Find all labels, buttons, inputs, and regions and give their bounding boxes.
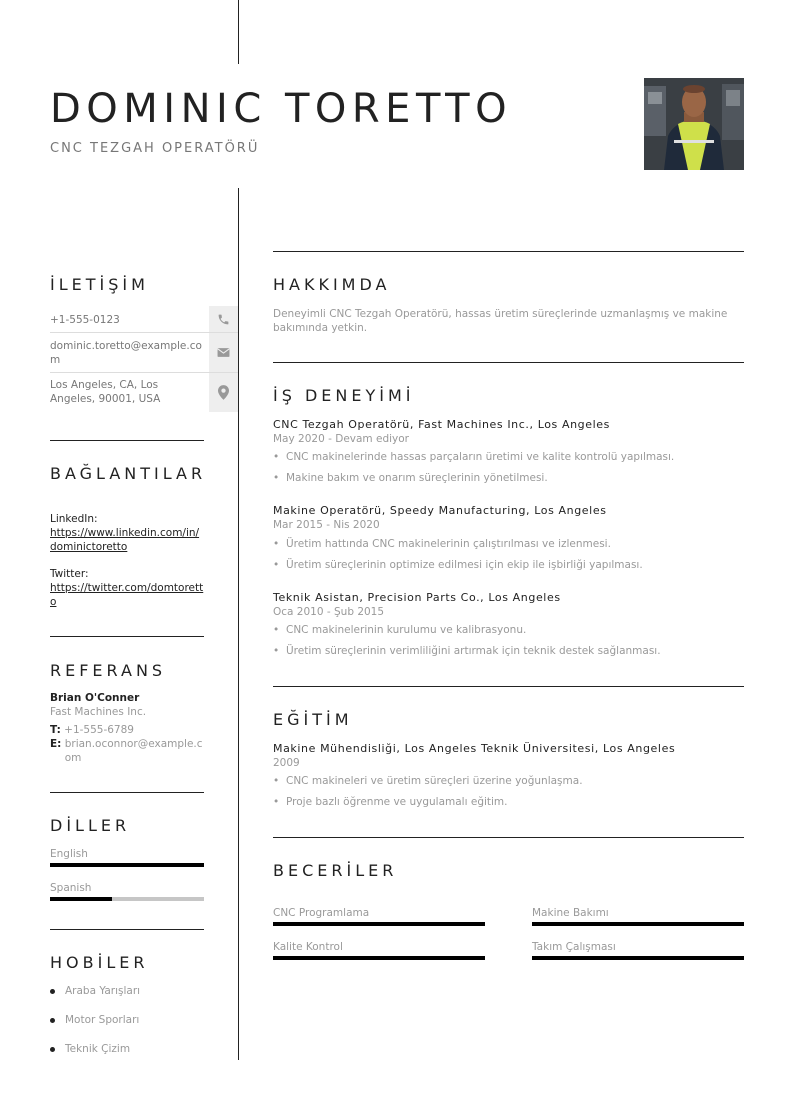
sidebar-divider	[50, 636, 204, 637]
experience-heading: İŞ DENEYİMİ	[273, 386, 415, 405]
skill-label: CNC Programlama	[273, 907, 370, 919]
about-heading: HAKKIMDA	[273, 275, 391, 294]
education-bullet-text: Proje bazlı öğrenme ve uygulamalı eğitim.	[286, 796, 508, 808]
sidebar-divider	[50, 929, 204, 930]
language-level-bar	[50, 863, 204, 867]
section-divider	[273, 837, 744, 838]
language-name: Spanish	[50, 882, 92, 894]
skill-label: Makine Bakımı	[532, 907, 609, 919]
education-bullet: • Proje bazlı öğrenme ve uygulamalı eğitim.	[273, 796, 508, 808]
skill-level-bar	[532, 956, 744, 960]
job-bullet-text: CNC makinelerinin kurulumu ve kalibrasyonu.	[286, 624, 527, 636]
twitter-link[interactable]: https://twitter.com/domtoretto	[50, 582, 204, 608]
linkedin-link[interactable]: https://www.linkedin.com/in/dominictoretto	[50, 527, 200, 553]
language-level-fill	[50, 863, 204, 867]
hobby-item	[50, 985, 140, 997]
job-entry-date: Oca 2010 - Şub 2015	[273, 606, 385, 618]
job-bullet-text: Üretim hattında CNC makinelerinin çalıştırılması ve izlenmesi.	[286, 538, 611, 550]
candidate-name: DOMINIC TORETTO	[50, 86, 513, 132]
contact-heading: İLETİŞİM	[50, 275, 149, 294]
hobbies-heading: HOBİLER	[50, 953, 149, 972]
references-heading: REFERANS	[50, 661, 167, 680]
job-entry-date: May 2020 - Devam ediyor	[273, 433, 409, 445]
job-bullet: • Üretim süreçlerinin optimize edilmesi için ekip ile işbirliği yapılması.	[273, 559, 643, 571]
profile-photo	[644, 78, 744, 170]
reference-phone-label: T:	[50, 724, 61, 736]
job-bullet-text: Üretim süreçlerinin verimliliğini artırmak için teknik destek sağlanması.	[286, 645, 661, 657]
job-entry-title: Teknik Asistan, Precision Parts Co., Los Angeles	[273, 591, 561, 604]
bullet-dot	[50, 1018, 55, 1023]
section-divider	[273, 362, 744, 363]
column-divider-line	[238, 188, 239, 1060]
contact-email: dominic.toretto@example.com	[50, 340, 202, 366]
contact-address: Los Angeles, CA, Los Angeles, 90001, USA	[50, 379, 161, 405]
bullet-dot	[50, 989, 55, 994]
job-bullet: • CNC makinelerinde hassas parçaların üretimi ve kalite kontrolü yapılması.	[273, 451, 675, 463]
phone-icon	[209, 306, 238, 332]
about-text: Deneyimli CNC Tezgah Operatörü, hassas üretim süreçlerinde uzmanlaşmış ve makine bakımında yetkin.	[273, 308, 728, 334]
links-heading: BAĞLANTILAR	[50, 464, 207, 483]
top-divider-line	[238, 0, 239, 64]
education-bullet: • CNC makineleri ve üretim süreçleri üzerine yoğunlaşma.	[273, 775, 583, 787]
job-entry-title: Makine Operatörü, Speedy Manufacturing, Los Angeles	[273, 504, 607, 517]
skill-level-bar	[273, 956, 485, 960]
hobby-label: Teknik Çizim	[65, 1043, 131, 1055]
skills-heading: BECERİLER	[273, 861, 398, 880]
twitter-label: Twitter:	[50, 568, 89, 580]
hobby-item	[50, 1043, 130, 1055]
map-pin-icon	[209, 373, 238, 412]
reference-company: Fast Machines Inc.	[50, 706, 147, 718]
skill-label: Takım Çalışması	[532, 941, 616, 953]
skill-level-bar	[532, 922, 744, 926]
job-bullet-text: CNC makinelerinde hassas parçaların üretimi ve kalite kontrolü yapılması.	[286, 451, 675, 463]
hobby-label: Araba Yarışları	[65, 985, 141, 997]
contact-phone: +1-555-0123	[50, 314, 120, 326]
education-heading: EĞİTİM	[273, 710, 353, 729]
section-divider	[273, 251, 744, 252]
reference-name: Brian O'Conner	[50, 692, 140, 704]
job-bullet: • CNC makinelerinin kurulumu ve kalibrasyonu.	[273, 624, 527, 636]
job-bullet: • Üretim hattında CNC makinelerinin çalıştırılması ve izlenmesi.	[273, 538, 611, 550]
contact-email-row	[50, 333, 238, 373]
envelope-icon	[209, 333, 238, 372]
job-title: CNC TEZGAH OPERATÖRÜ	[50, 141, 260, 156]
bullet-dot	[50, 1047, 55, 1052]
section-divider	[273, 686, 744, 687]
skill-level-bar	[273, 922, 485, 926]
contact-address-row	[50, 373, 238, 412]
languages-heading: DİLLER	[50, 816, 131, 835]
job-bullet-text: Makine bakım ve onarım süreçlerinin yönetilmesi.	[286, 472, 548, 484]
education-entry-title: Makine Mühendisliği, Los Angeles Teknik Üniversitesi, Los Angeles	[273, 742, 676, 755]
job-entry-date: Mar 2015 - Nis 2020	[273, 519, 380, 531]
reference-email-label: E:	[50, 738, 62, 750]
language-name: English	[50, 848, 88, 860]
job-entry-title: CNC Tezgah Operatörü, Fast Machines Inc., Los Angeles	[273, 418, 610, 431]
sidebar-divider	[50, 792, 204, 793]
reference-email: brian.oconnor@example.com	[64, 738, 203, 764]
job-bullet: • Makine bakım ve onarım süreçlerinin yönetilmesi.	[273, 472, 548, 484]
job-bullet-text: Üretim süreçlerinin optimize edilmesi için ekip ile işbirliği yapılması.	[286, 559, 643, 571]
reference-phone: +1-555-6789	[64, 724, 134, 736]
linkedin-label: LinkedIn:	[50, 513, 98, 525]
reference-phone-line	[50, 723, 204, 737]
education-bullet-text: CNC makineleri ve üretim süreçleri üzerine yoğunlaşma.	[286, 775, 583, 787]
job-bullet: • Üretim süreçlerinin verimliliğini artırmak için teknik destek sağlanması.	[273, 645, 661, 657]
contact-phone-row	[50, 306, 238, 333]
education-entry-date: 2009	[273, 757, 300, 769]
skill-label: Kalite Kontrol	[273, 941, 343, 953]
reference-email-line	[50, 737, 205, 765]
language-level-fill	[50, 897, 112, 901]
language-level-bar	[50, 897, 204, 901]
sidebar-divider	[50, 440, 204, 441]
hobby-item	[50, 1014, 139, 1026]
hobby-label: Motor Sporları	[65, 1014, 140, 1026]
